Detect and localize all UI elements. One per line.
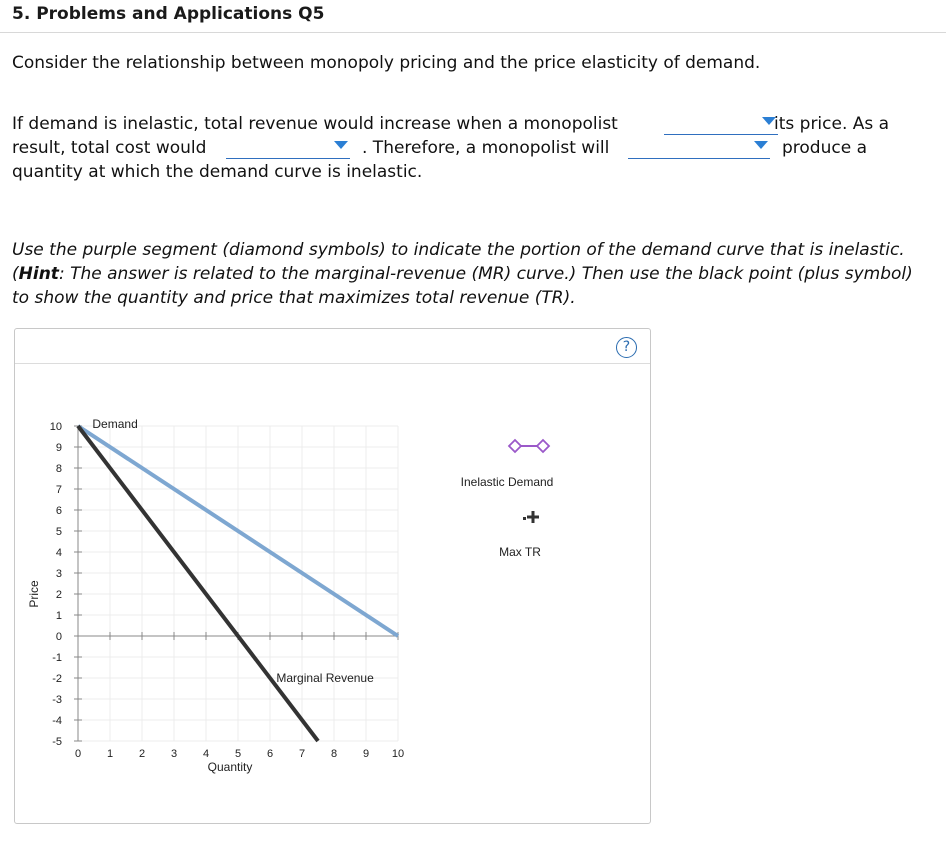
question-text (12, 112, 912, 184)
x-tick-label: 10 (391, 748, 405, 760)
max-tr-label: Max TR (499, 545, 541, 559)
help-icon[interactable]: ? (616, 337, 637, 358)
y-tick-label: 2 (55, 589, 62, 601)
inelastic-demand-tool[interactable] (509, 440, 549, 452)
dropdown-price-direction[interactable] (664, 114, 778, 135)
question-text-3: quantity at which the demand curve is inelastic. (12, 162, 423, 182)
x-tick-label: 9 (362, 748, 370, 760)
question-line-2 (12, 136, 912, 160)
x-tick-label: 1 (106, 748, 114, 760)
x-tick-label: 7 (298, 748, 306, 760)
caret-down-icon (754, 141, 768, 149)
question-text-1a: If demand is inelastic, total revenue would increase when a monopolist (12, 114, 618, 134)
diamond-icon (537, 440, 549, 452)
y-tick-label: 5 (55, 526, 62, 538)
y-tick-label: -3 (52, 694, 62, 706)
mr-series-label: Marginal Revenue (276, 671, 374, 685)
y-tick-label: -1 (52, 652, 62, 664)
question-line-3 (12, 160, 912, 184)
x-tick-label: 3 (170, 748, 178, 760)
x-tick-label: 4 (202, 748, 210, 760)
x-axis-label: Quantity (207, 760, 253, 774)
instructions-part-2: : The answer is related to the marginal-revenue (MR) curve.) Then use the black point (plus symbol) to show the quantity and price that maximizes total revenue (TR). (12, 264, 913, 308)
y-tick-label: 7 (55, 484, 62, 496)
y-tick-label: -2 (52, 673, 62, 685)
question-text-2b: . Therefore, a monopolist will (362, 138, 610, 158)
question-line-1 (12, 112, 912, 136)
marginal-revenue-curve (78, 426, 318, 741)
dropdown-total-cost[interactable] (226, 138, 350, 159)
question-text-2a: result, total cost would (12, 138, 207, 158)
y-tick-label: 6 (55, 505, 62, 517)
demand-series-label: Demand (92, 417, 138, 431)
heading-divider (0, 32, 946, 33)
dropdown-will-produce[interactable] (628, 138, 770, 159)
question-heading: 5. Problems and Applications Q5 (12, 4, 325, 24)
y-tick-label: 3 (55, 568, 62, 580)
point-marker-icon (523, 517, 526, 520)
y-tick-label: 8 (55, 463, 62, 475)
demand-mr-chart[interactable] (15, 329, 650, 823)
x-tick-label: 5 (234, 748, 242, 760)
chart-grid (78, 426, 398, 741)
x-tick-label: 6 (266, 748, 274, 760)
y-tick-label: 1 (55, 610, 62, 622)
x-tick-labels (75, 748, 404, 760)
y-axis-label: Price (27, 580, 41, 608)
x-tick-label: 8 (330, 748, 338, 760)
intro-text: Consider the relationship between monopoly pricing and the price elasticity of demand. (12, 53, 761, 73)
chart-axes (74, 426, 398, 741)
y-tick-label: -5 (52, 736, 62, 748)
y-tick-label: -4 (52, 715, 62, 727)
y-tick-label: 0 (55, 631, 62, 643)
inelastic-demand-label: Inelastic Demand (460, 475, 554, 489)
y-tick-labels (50, 421, 62, 748)
y-tick-label: 9 (55, 442, 62, 454)
graph-panel (14, 328, 651, 824)
question-text-1b: its price. As a (774, 114, 890, 134)
graph-instructions (12, 238, 932, 310)
x-tick-label: 2 (138, 748, 146, 760)
max-tr-tool[interactable] (523, 511, 539, 523)
y-tick-label: 10 (49, 421, 62, 433)
diamond-icon (509, 440, 521, 452)
caret-down-icon (334, 141, 348, 149)
x-tick-label: 0 (74, 748, 82, 760)
instructions-part-1: Use the purple segment (diamond symbols) to indicate the portion of the demand curve that is inelastic. ( (12, 240, 905, 284)
plus-icon (527, 511, 539, 523)
y-tick-label: 4 (55, 547, 62, 559)
question-text-2c: produce a (782, 138, 867, 158)
hint-label: Hint (18, 264, 59, 284)
